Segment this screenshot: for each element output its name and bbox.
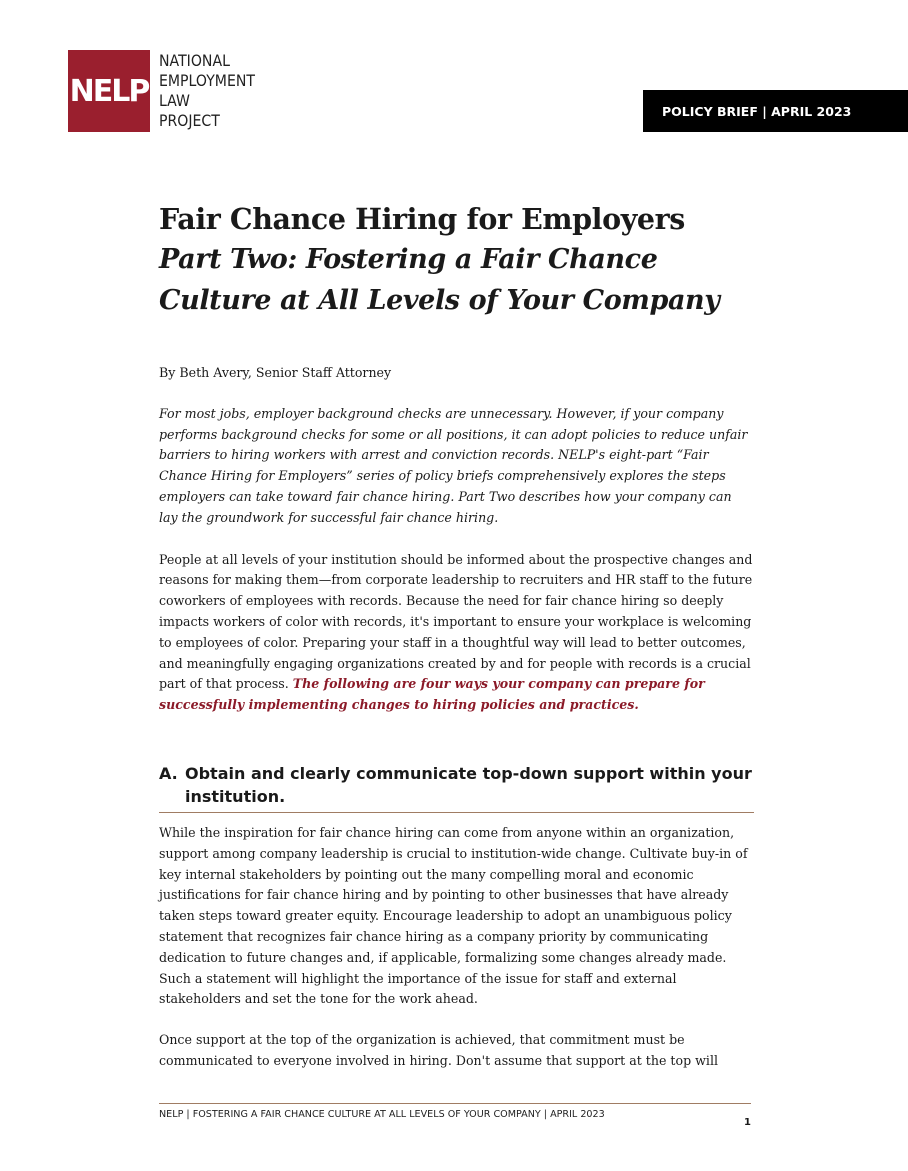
- intro-paragraph: For most jobs, employer background checks are unnecessary. However, if your company performs background checks for some or all positions, it can adopt policies to reduce unfair barriers to hiring workers with arrest and conviction records. NELP's eight-part “Fair Chance Hiring for Employers” series of policy briefs comprehensively explores the steps employers can take toward fair chance hiring. Part Two describes how your company can lay the groundwork for successful fair chance hiring.: [159, 405, 748, 525]
- body-paragraph: [159, 550, 754, 716]
- document-body: [159, 363, 754, 1092]
- nelp-logo: [68, 50, 268, 132]
- logo-line: EMPLOYMENT: [159, 71, 255, 90]
- logo-mark: NELP: [68, 50, 150, 132]
- logo-line: NATIONAL: [159, 51, 230, 70]
- body-paragraph: Once support at the top of the organization is achieved, that commitment must be communicated to everyone involved in hiring. Don't assume that support at the top will: [159, 1032, 719, 1068]
- section-heading: [159, 762, 754, 813]
- emphasis-text: The following are four ways your company can prepare for successfully implementing changes to hiring policies and practices.: [159, 676, 705, 713]
- document-title: Fair Chance Hiring for Employers: [159, 202, 685, 236]
- title-block: [159, 199, 779, 321]
- logo-line: LAW: [159, 91, 190, 110]
- page-number: 1: [744, 1117, 751, 1128]
- policy-brief-badge: POLICY BRIEF | APRIL 2023: [643, 90, 908, 132]
- byline: By Beth Avery, Senior Staff Attorney: [159, 365, 392, 380]
- body-paragraph: While the inspiration for fair chance hiring can come from anyone within an organization, support among company leadership is crucial to institution-wide change. Cultivate buy-in of key internal stakeholders by pointing out the many compelling moral and economic justifications for fair chance hiring and by pointing to other businesses that have already taken steps toward greater equity. Encourage leadership to adopt an unambiguous policy statement that recognizes fair chance hiring as a company priority by communicating dedication to future changes and, if applicable, formalizing some changes already made. Such a statement will highlight the importance of the issue for staff and external stakeholders and set the tone for the work ahead.: [159, 824, 748, 1007]
- paragraph-text: People at all levels of your institution should be informed about the prospective changes and reasons for making them—from corporate leadership to recruiters and HR staff to the future coworkers of employees with records. Because the need for fair chance hiring so deeply impacts workers of color with records, it's important to ensure your workplace is welcoming to employees of color. Preparing your staff in a thoughtful way will lead to better outcomes, and meaningfully engaging organizations created by and for people with records is a crucial part of that process.: [159, 551, 753, 692]
- footer-text: NELP | FOSTERING A FAIR CHANCE CULTURE AT ALL LEVELS OF YOUR COMPANY | APRIL 2023: [159, 1109, 605, 1120]
- logo-wordmark: [159, 50, 255, 132]
- document-subtitle-line-1: Part Two: Fostering a Fair Chance: [159, 244, 658, 275]
- section-heading-text: Obtain and clearly communicate top-down support within your institution.: [185, 763, 752, 806]
- logo-line: PROJECT: [159, 111, 220, 130]
- document-subtitle-line-2: Culture at All Levels of Your Company: [159, 285, 720, 316]
- section-letter: A.: [159, 763, 178, 783]
- footer-divider: [159, 1103, 751, 1104]
